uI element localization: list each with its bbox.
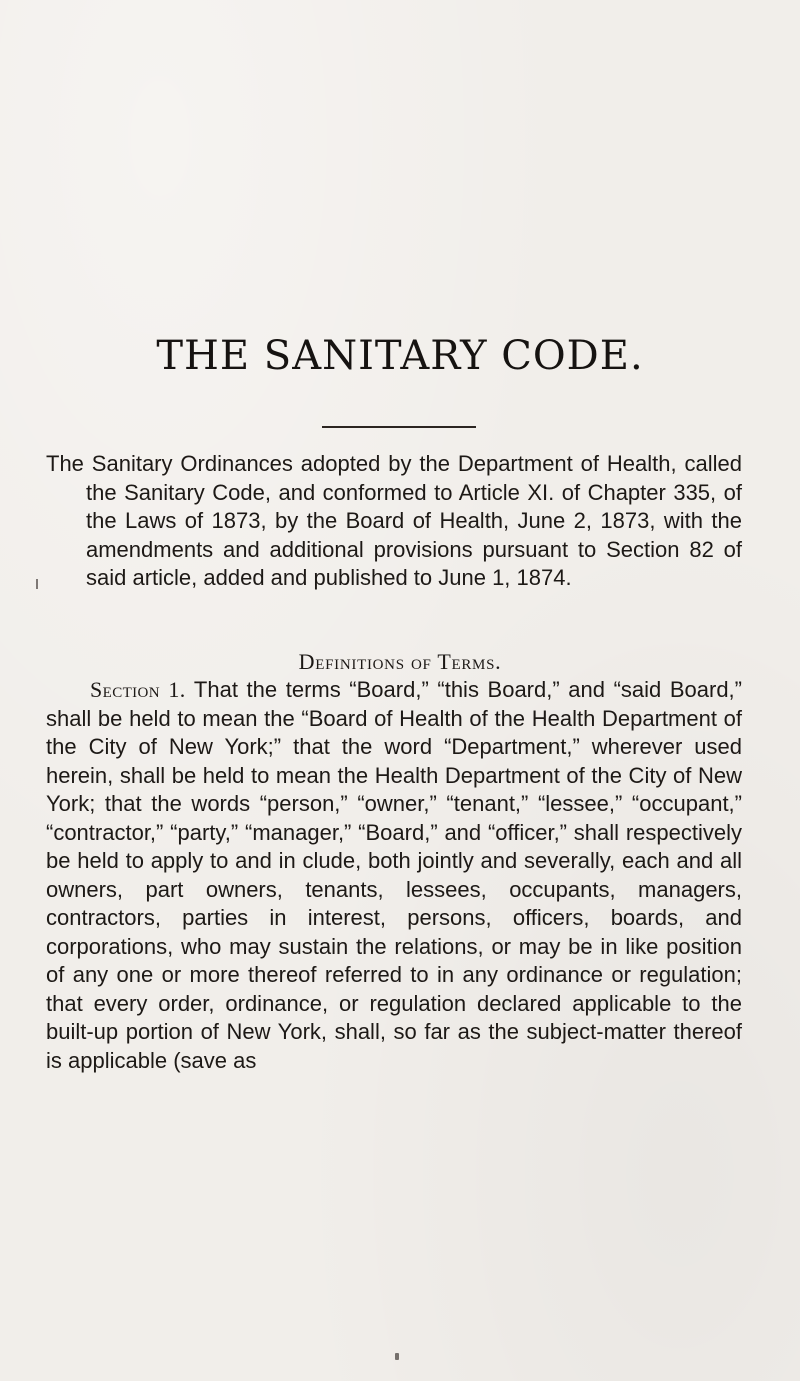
margin-mark bbox=[36, 579, 38, 589]
bottom-mark bbox=[395, 1353, 399, 1360]
section-body: That the terms “Board,” “this Board,” and “said Board,” shall be held to mean the “Board of Health of the Health Department of the City of New York;” that the word “Department,” wherever used herein, shall be held to mean the Health Department of the City of New York; that the words “person,” “owner,” “tenant,” “lessee,” “occupant,” “contractor,” “party,” “manager,” “Board,” and “officer,” shall respectively be held to apply to and in clude, both jointly and severally, each and all owners, part owners, tenants, lessees, occupants, managers, contractors, parties in interest, persons, officers, boards, and corporations, who may sustain the relations, or may be in like position of any one or more thereof referred to in any ordinance or regulation; that every order, ordinance, or regulation declared applicable to the built-up portion of New York, shall, so far as the subject-matter thereof is applicable (save as bbox=[46, 677, 742, 1073]
title-divider bbox=[322, 426, 476, 428]
section-1-paragraph bbox=[46, 676, 742, 1075]
definitions-heading: Definitions of Terms. bbox=[298, 649, 502, 674]
section-label: Section 1. bbox=[90, 677, 186, 702]
page-title: THE SANITARY CODE. bbox=[156, 333, 644, 379]
intro-paragraph: The Sanitary Ordinances adopted by the Department of Health, called the Sanitary Code, and conformed to Article XI. of Chapter 335, of the Laws of 1873, by the Board of Health, June 2, 1873, with the amendments and additional provisions pursuant to Section 82 of said article, added and published to June 1, 1874. bbox=[46, 451, 742, 590]
